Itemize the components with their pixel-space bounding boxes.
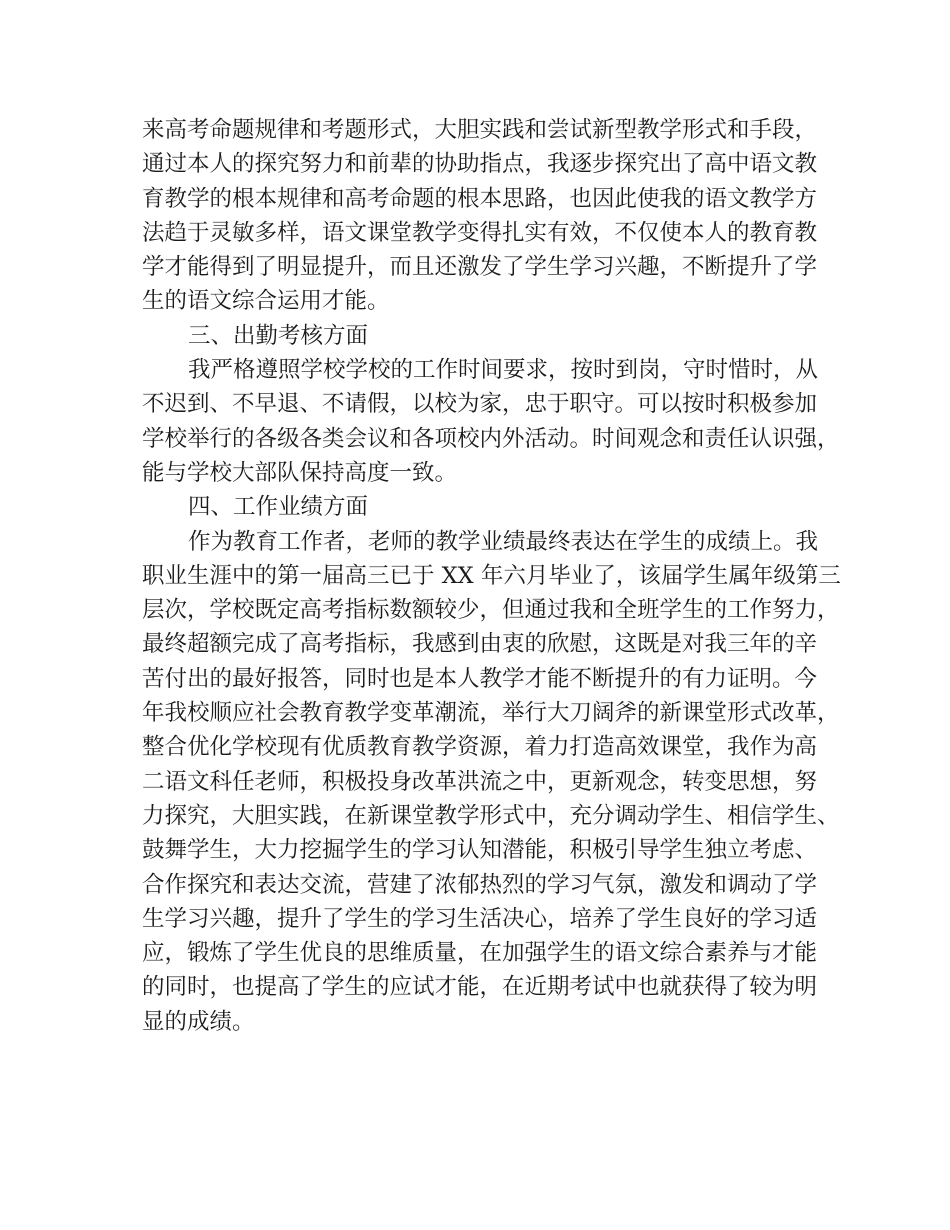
document-page [142, 113, 841, 1039]
text-line: 生学习兴趣，提升了学生的学习生活决心，培养了学生良好的学习适 [142, 905, 818, 932]
text-line: 不迟到、不早退、不请假，以校为家，忠于职守。可以按时积极参加 [142, 391, 818, 418]
text-line: 学校举行的各级各类会议和各项校内外活动。时间观念和责任认识强， [142, 425, 840, 452]
text-line: 鼓舞学生，大力挖掘学生的学习认知潜能，积极引导学生独立考虑、 [142, 837, 818, 864]
text-line: 显的成绩。 [142, 1008, 255, 1035]
text-line: 应，锻炼了学生优良的思维质量，在加强学生的语文综合素养与才能 [142, 940, 818, 967]
text-line: 我严格遵照学校学校的工作时间要求，按时到岗，守时惜时，从 [188, 357, 819, 384]
text-line: 作为教育工作者，老师的教学业绩最终表达在学生的成绩上。我 [188, 528, 819, 555]
text-line: 来高考命题规律和考题形式，大胆实践和尝试新型教学形式和手段， [142, 117, 818, 143]
text-line: 法趋于灵敏多样，语文课堂教学变得扎实有效，不仅使本人的教育教 [142, 219, 818, 246]
text-line: 力探究，大胆实践，在新课堂教学形式中，充分调动学生、相信学生、 [142, 802, 840, 829]
text-line: 二语文科任老师，积极投身改革洪流之中，更新观念，转变思想，努 [142, 768, 818, 795]
text-line: 整合优化学校现有优质教育教学资源，着力打造高效课堂，我作为高 [142, 734, 818, 761]
section-heading-performance: 四、工作业绩方面 [188, 494, 369, 521]
text-line: 能与学校大部队保持高度一致。 [142, 459, 458, 486]
section-heading-attendance: 三、出勤考核方面 [188, 322, 369, 349]
text-line: 苦付出的最好报答，同时也是本人教学才能不断提升的有力证明。今 [142, 665, 818, 692]
text-line: 职业生涯中的第一届高三已于 XX 年六月毕业了，该届学生属年级第三 [142, 562, 841, 589]
text-line: 年我校顺应社会教育教学变革潮流，举行大刀阔斧的新课堂形式改革， [142, 700, 840, 727]
text-line: 层次，学校既定高考指标数额较少，但通过我和全班学生的工作努力， [142, 597, 840, 624]
text-line: 合作探究和表达交流，营建了浓郁热烈的学习气氛，激发和调动了学 [142, 871, 818, 898]
text-line: 的同时，也提高了学生的应试才能，在近期考试中也就获得了较为明 [142, 974, 818, 1001]
text-line: 育教学的根本规律和高考命题的根本思路，也因此使我的语文教学方 [142, 185, 818, 212]
text-line: 通过本人的探究努力和前辈的协助指点，我逐步探究出了高中语文教 [142, 151, 818, 178]
text-line: 生的语文综合运用才能。 [142, 288, 390, 315]
text-line: 学才能得到了明显提升，而且还激发了学生学习兴趣，不断提升了学 [142, 254, 818, 281]
text-line: 最终超额完成了高考指标，我感到由衷的欣慰，这既是对我三年的辛 [142, 631, 818, 658]
